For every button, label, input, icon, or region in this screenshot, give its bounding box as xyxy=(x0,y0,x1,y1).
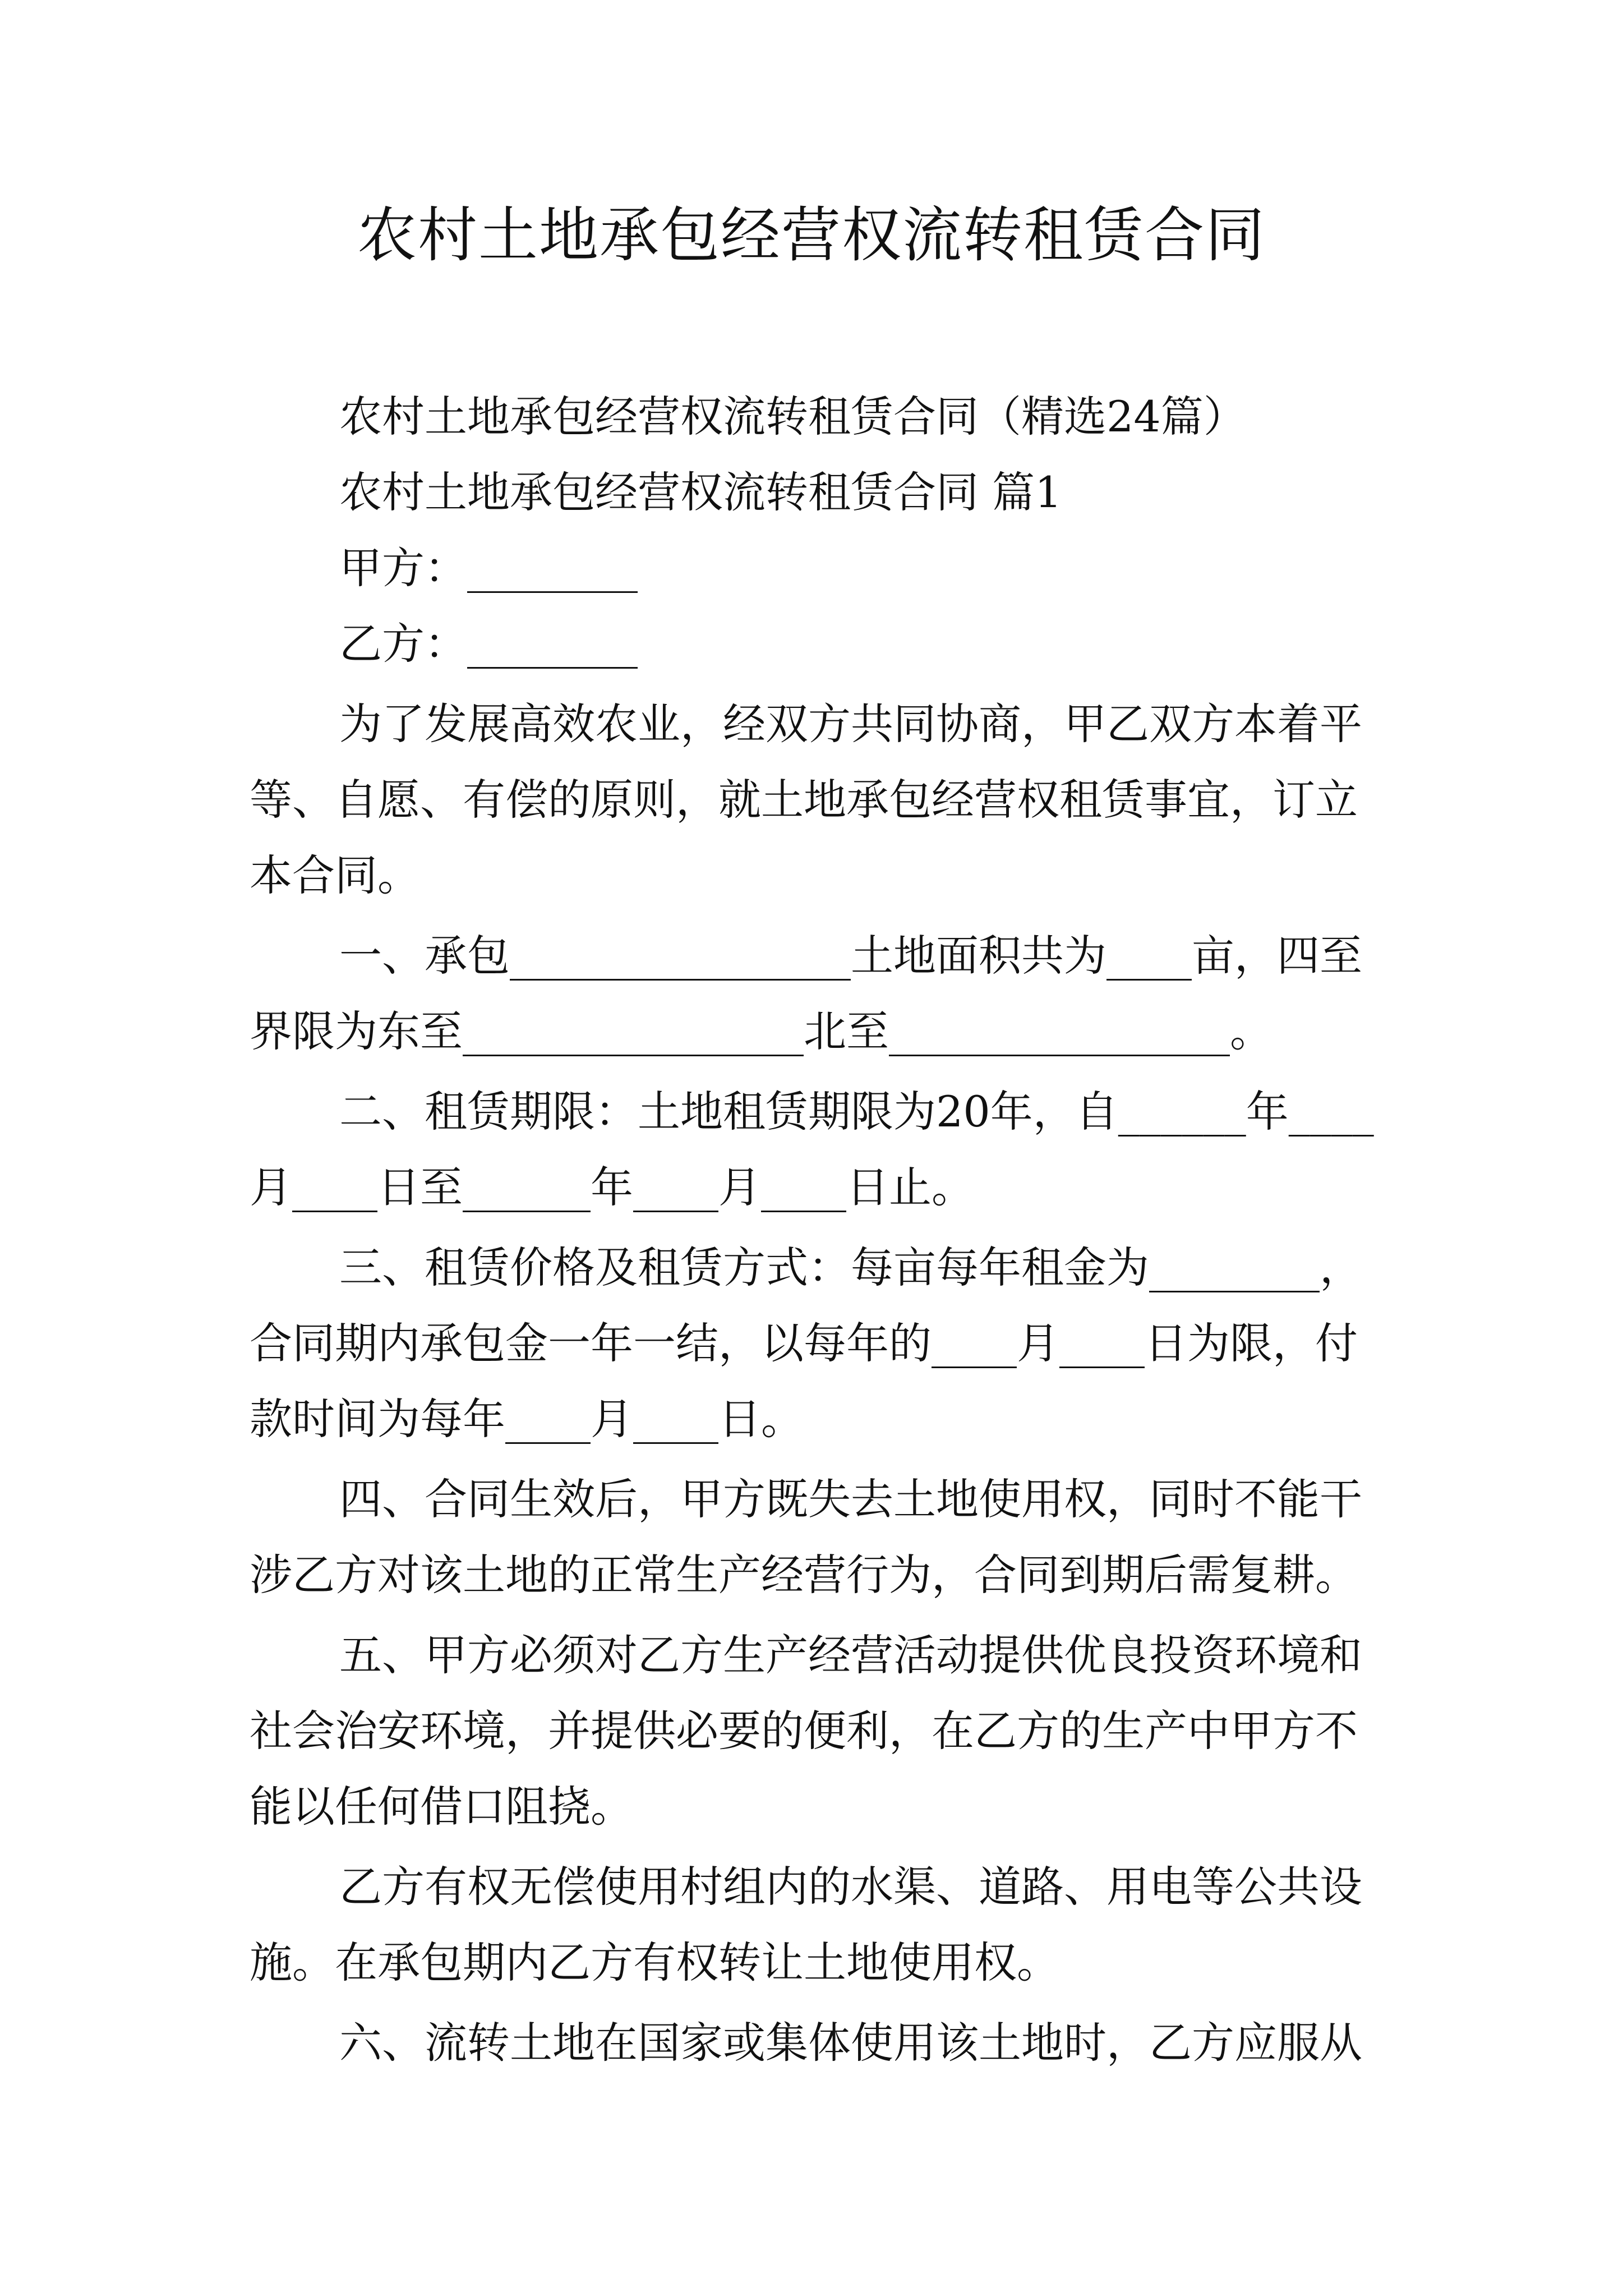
clause-5-supplement-paragraph: 乙方有权无偿使用村组内的水渠、道路、用电等公共设施。在承包期内乙方有权转让土地使用权。 xyxy=(250,1862,1362,1987)
clause-1-paragraph: 一、承包________________土地面积共为____亩，四至界限为东至________________北至________________。 xyxy=(250,931,1362,1056)
clause-3-paragraph: 三、租赁价格及租赁方式：每亩每年租金为________，合同期内承包金一年一结，以每年的____月____日为限，付款时间为每年____月____日。 xyxy=(250,1243,1362,1444)
document-body xyxy=(250,379,1382,2081)
clause-4-paragraph: 四、合同生效后，甲方既失去土地使用权，同时不能干涉乙方对该土地的正常生产经营行为，合同到期后需复耕。 xyxy=(250,1474,1362,1600)
section-heading: 农村土地承包经营权流转租赁合同 篇1 xyxy=(339,467,1062,517)
party-b-line: 乙方：________ xyxy=(339,619,638,669)
clause-5-paragraph: 五、甲方必须对乙方生产经营活动提供优良投资环境和社会治安环境，并提供必要的便利，在乙方的生产中甲方不能以任何借口阻挠。 xyxy=(250,1630,1362,1832)
subtitle-paragraph: 农村土地承包经营权流转租赁合同（精选24篇） xyxy=(339,392,1246,441)
party-a-line: 甲方：________ xyxy=(339,543,638,593)
clause-6-paragraph: 六、流转土地在国家或集体使用该土地时，乙方应服从 xyxy=(339,2018,1362,2068)
document-title: 农村土地承包经营权流转租赁合同 xyxy=(357,201,1266,270)
preamble-paragraph: 为了发展高效农业，经双方共同协商，甲乙双方本着平等、自愿、有偿的原则，就土地承包经营权租赁事宜，订立本合同。 xyxy=(250,699,1362,900)
clause-2-paragraph: 二、租赁期限：土地租赁期限为20年，自______年____月____日至______年____月____日止。 xyxy=(250,1087,1374,1212)
